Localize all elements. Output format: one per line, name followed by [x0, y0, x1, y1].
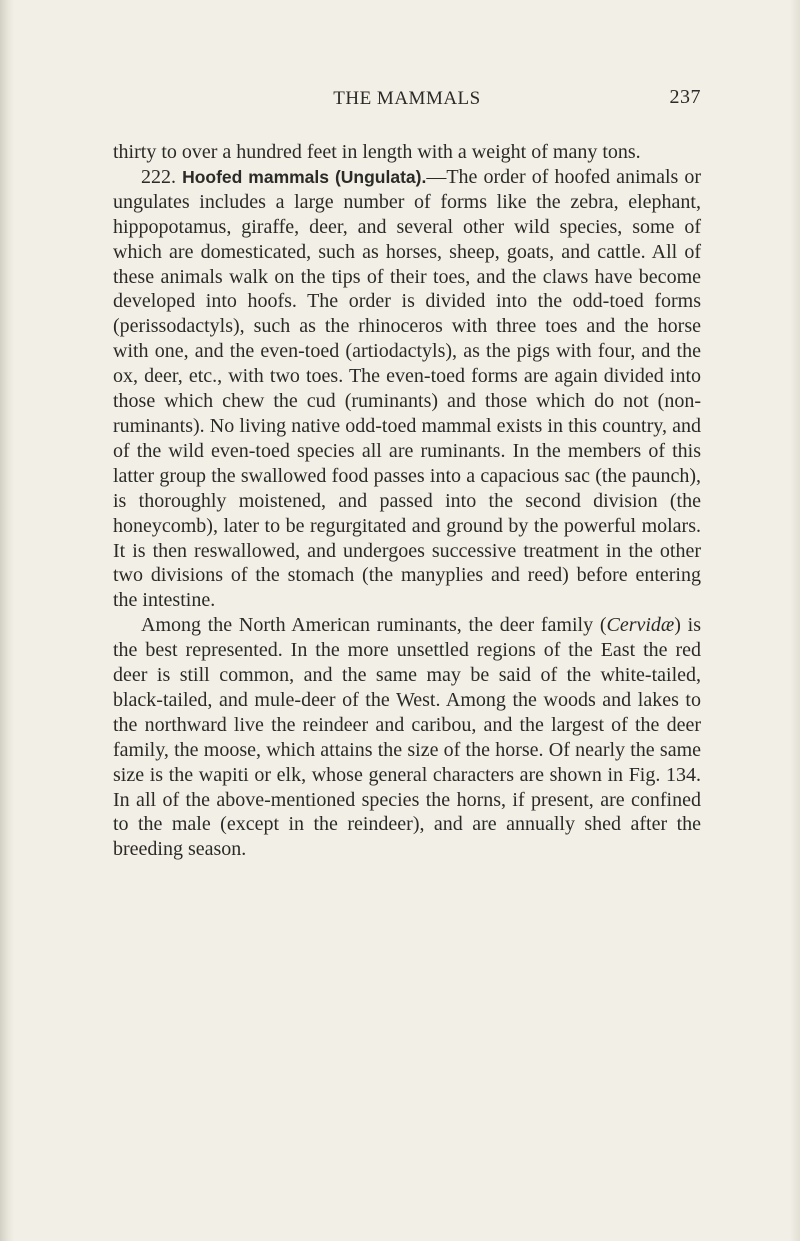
paragraph-text: Among the North American ruminants, the deer family ( — [141, 614, 607, 637]
section-number: 222. — [141, 165, 176, 188]
running-head — [113, 86, 701, 116]
body-text — [113, 140, 701, 862]
paragraph-text: thirty to over a hundred feet in length with a weight of many tons. — [113, 141, 641, 163]
paragraph-text: —The order of hoofed animals or ungulates includes a large number of forms like the zebra, elephant, hippopotamus, giraffe, deer, and several other wild species, some of which are domesticated, such as horses, sheep, goats, and cattle. All of these animals walk on the tips of their toes, and the claws have become developed into hoofs. The order is divided into the odd-toed forms (perissodactyls), such as the rhinoceros with three toes and the horse with one, and the even-toed (artiodactyls), as the pigs with four, and the ox, deer, etc., with two toes. The even-toed forms are again divided into those which chew the cud (ruminants) and those which do not (non-ruminants). No living native odd-toed mammal exists in this country, and of the wild even-toed species all are ruminants. In the members of this latter group the swallowed food passes into a capacious sac (the paunch), is thoroughly moistened, and passed into the second division (the honeycomb), later to be regurgitated and ground by the powerful molars. It is then reswallowed, and undergoes successive treatment in the other two divisions of the stomach (the manyplies and reed) before entering the intestine. — [113, 165, 702, 612]
paragraph-text: ) is the best represented. In the more unsettled regions of the East the red deer is still common, and the same may be said of the white-tailed, black-tailed, and mule-deer of the West. Among the woods and lakes to the northward live the reindeer and caribou, and the largest of the deer family, the moose, which attains the size of the horse. Of nearly the same size is the wapiti or elk, whose general characters are shown in Fig. 134. In all of the above-mentioned species the horns, if present, are confined to the male (except in the reindeer), and are annually shed after the breeding season. — [113, 614, 702, 861]
paragraph-continuation — [113, 140, 701, 165]
deer-family-paragraph — [113, 613, 701, 862]
section-heading: Hoofed mammals (Ungulata). — [182, 166, 427, 187]
book-page — [113, 86, 701, 862]
taxon-name: Cervidæ — [606, 614, 675, 637]
page-edge-shadow — [790, 0, 800, 1241]
page-number: 237 — [669, 86, 701, 108]
page-gutter-shadow — [0, 0, 14, 1241]
running-title: THE MAMMALS — [333, 88, 481, 109]
section-222-paragraph — [113, 165, 701, 613]
